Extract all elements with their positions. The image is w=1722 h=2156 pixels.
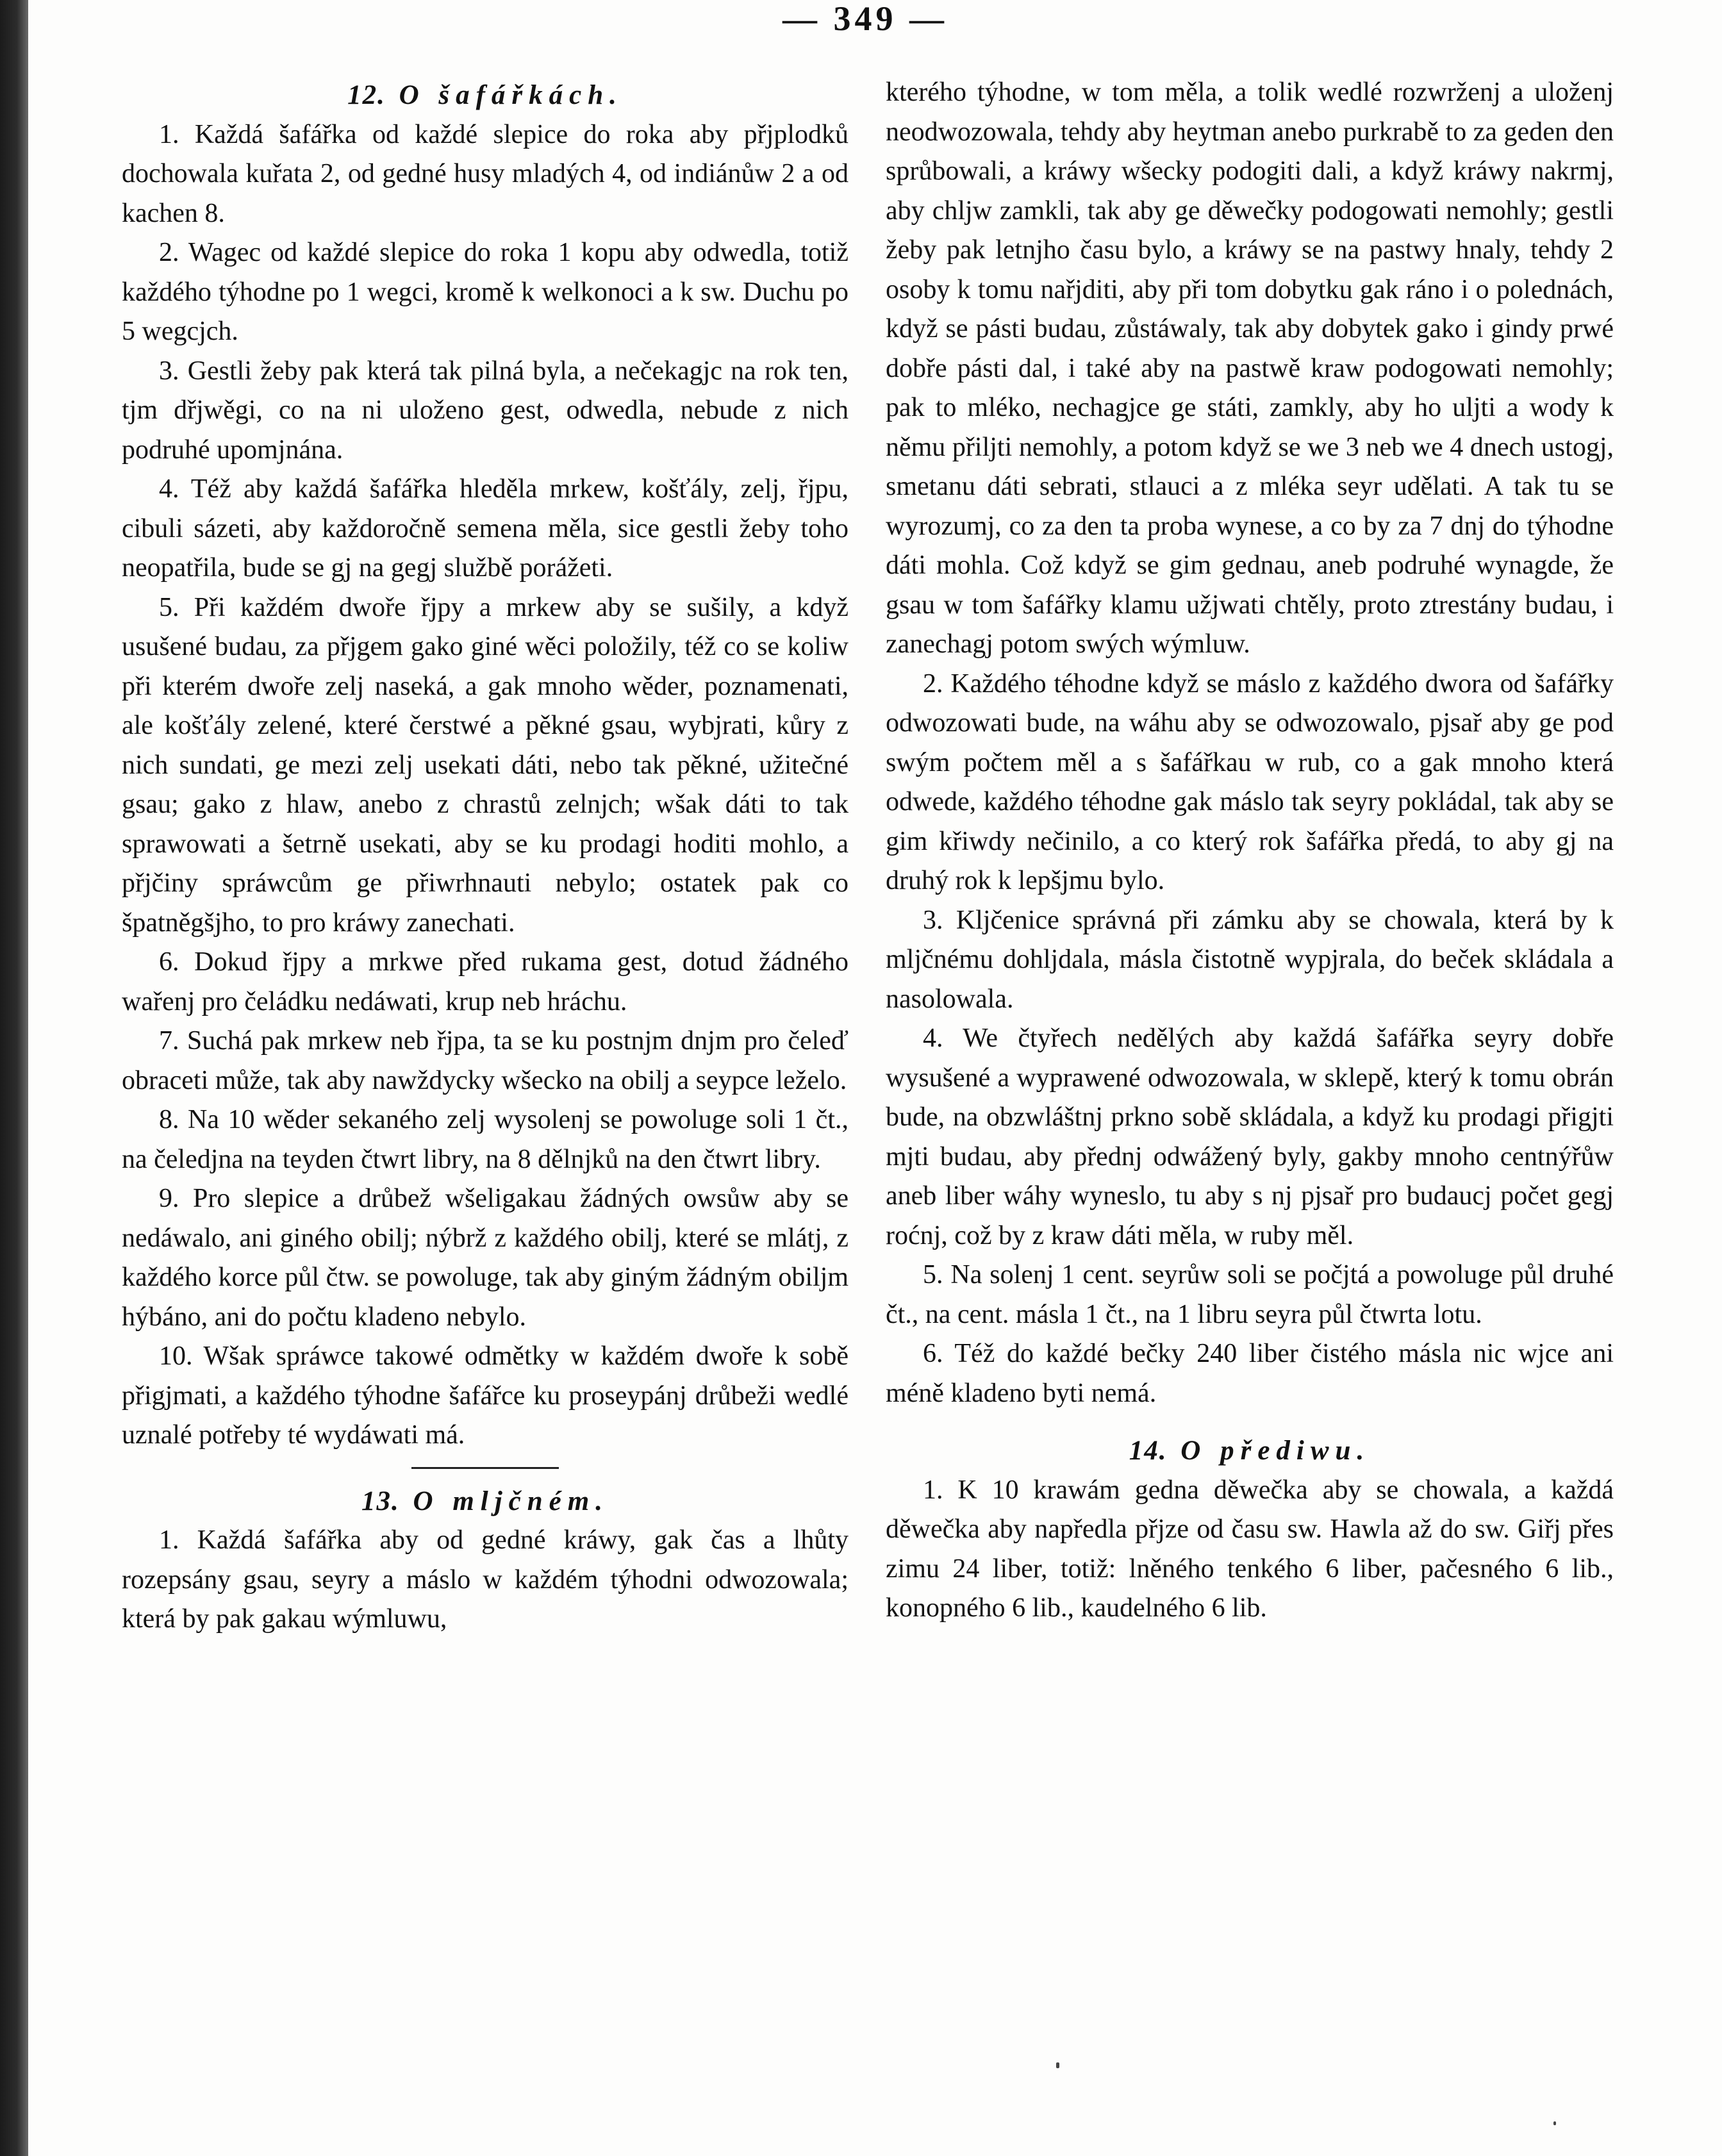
section-title: O přediwu. <box>1180 1436 1371 1466</box>
paper-speck <box>1056 2062 1059 2068</box>
section-number: 12. <box>347 80 386 110</box>
section-number: 13. <box>361 1486 400 1516</box>
section-heading-12 <box>122 76 849 115</box>
paragraph: 1. K 10 krawám gedna děwečka aby se chowala, a každá děwečka aby napředla přjze od času sw. Hawla až do sw. Giřj přes zimu 24 liber, totiž: lněného tenkého 6 liber, pačesného 6 lib., konopného 6 lib., kaudelného 6 lib. <box>886 1475 1614 1623</box>
section-heading-13 <box>122 1482 849 1522</box>
paragraph: 4. We čtyřech nedělých aby každá šafářka seyry dobře wysušené a wyprawené odwozowala, w sklepě, který k tomu obrán bude, na obzwláštnj prkno sobě skládala, a když ku prodagi přigjti mjti budau, aby přednj odwážený byly, gakby mnoho centnýřůw aneb liber wáhy wyneslo, tu aby s nj pjsař pro budaucj počet gegj roćnj, což by z kraw dáti měla, w ruby měl. <box>886 1024 1614 1250</box>
paragraph: 2. Wagec od každé slepice do roka 1 kopu aby odwedla, totiž každého týhodne po 1 wegci, kromě k welkonoci a k sw. Duchu po 5 wegcjch. <box>122 238 849 346</box>
section-divider <box>411 1467 559 1469</box>
paragraph: 5. Na solenj 1 cent. seyrůw soli se počjtá a powoluge půl druhé čt., na cent. másla 1 čt., na 1 libru seyra půl čtwrta lotu. <box>886 1260 1614 1329</box>
paragraph: 9. Pro slepice a drůbež wšeligakau žádných owsůw aby se nedáwalo, ani giného obilj; nýbrž z každého obilj, které se mlátj, z každého korce půl čtw. se powoluge, tak aby giným žádným obiljm hýbáno, ani do počtu kladeno nebylo. <box>122 1184 849 1332</box>
page-binding-edge <box>0 0 28 2156</box>
paragraph: 10. Wšak spráwce takowé odmětky w každém dwoře k sobě přigjmati, a každého týhodne šafářce ku proseypánj drůbeži wedlé uznalé potřeby té wydáwati má. <box>122 1341 849 1450</box>
paragraph: 3. Gestli žeby pak která tak pilná byla, a nečekagjc na rok ten, tjm dřjwěgi, co na ni uloženo gest, odwedla, nebude z nich podruhé upomjnána. <box>122 356 849 465</box>
paragraph: 1. Každá šafářka aby od gedné kráwy, gak čas a lhůty rozepsány gsau, seyry a máslo w každém týhodni odwozowala; která by pak gakau wýmluwu, <box>122 1525 849 1634</box>
page-number: — 349 — <box>782 3 948 38</box>
left-column <box>122 76 849 1639</box>
paper-speck <box>1553 2121 1556 2125</box>
paragraph: 3. Kljčenice správná při zámku aby se chowala, která by k mljčnému dohljdala, másla čistotně wypjrala, do beček skládala a nasolowala. <box>886 905 1614 1014</box>
section-number: 14. <box>1129 1436 1168 1466</box>
paragraph: 8. Na 10 wěder sekaného zelj wysolenj se powoluge soli 1 čt., na čeledjna na teyden čtwrt libry, na 8 dělnjků na den čtwrt libry. <box>122 1105 849 1174</box>
section-heading-14 <box>886 1431 1614 1471</box>
paragraph: 6. Též do každé bečky 240 liber čistého másla nic wjce ani méně kladeno byti nemá. <box>886 1339 1614 1408</box>
paragraph: 4. Též aby každá šafářka hleděla mrkew, košťály, zelj, řjpu, cibuli sázeti, aby každoročně semena měla, sice gestli žeby toho neopatřila, bude se gj na gegj službě porážeti. <box>122 474 849 583</box>
right-column <box>886 73 1614 1629</box>
section-title: O mljčném. <box>413 1486 609 1516</box>
section-gap <box>886 1413 1614 1431</box>
paragraph: 5. Při každém dwoře řjpy a mrkew aby se sušily, a když usušené budau, za přjgem gako giné wěci položily, též co se koliw při kterém dwoře zelj naseká, a gak mnoho wěder, poznamenati, ale košťály zelené, které čerstwé a pěkné gsau, wybjrati, kůry z nich sundati, ge mezi zelj usekati dáti, nebo tak pěkné, užitečné gsau; gako z hlaw, anebo z chrastů zelnjch; wšak dáti to tak sprawowati a šetrně usekati, aby se ku prodagi hoditi mohlo, a přjčiny spráwcům ge přiwrhnauti nebylo; ostatek pak co špatněgšjho, to pro kráwy zanechati. <box>122 592 849 938</box>
paragraph: 1. Každá šafářka od každé slepice do roka aby přjplodků dochowala kuřata 2, od gedné husy mladých 4, od indiánůw 2 a od kachen 8. <box>122 119 849 228</box>
paragraph: 6. Dokud řjpy a mrkwe před rukama gest, dotud žádného wařenj pro čeládku nedáwati, krup neb hráchu. <box>122 947 849 1016</box>
paragraph: 2. Každého téhodne když se máslo z každého dwora od šafářky odwozowati bude, na wáhu aby se odwozowalo, pjsař aby ge pod swým počtem měl a s šafářkau w rub, co a gak mnoho která odwede, každého téhodne gak máslo tak seyry pokládal, tak aby se gim křiwdy nečinilo, a co který rok šafářka předá, to aby gj na druhý rok k lepšjmu bylo. <box>886 668 1614 895</box>
paragraph: 7. Suchá pak mrkew neb řjpa, ta se ku postnjm dnjm pro čeleď obraceti může, tak aby nawždycky wšecko na obilj a seypce leželo. <box>122 1026 849 1095</box>
paragraph-continuation: kterého týhodne, w tom měla, a tolik wedlé rozwrženj a uloženj neodwozowala, tehdy aby heytman anebo purkrabě to za geden den sprůbowali, a kráwy wšecky podogiti dali, a když kráwy nakrmj, aby chljw zamkli, tak aby ge děwečky podogowati nemohly; gestli žeby pak letnjho času bylo, a kráwy se na pastwy hnaly, tehdy 2 osoby k tomu nařjditi, aby při tom dobytku gak ráno i o polednách, když se pásti budau, zůstáwaly, tak aby dobytek gako i gindy prwé dobře pásti dal, i také aby na pastwě kraw podogowati nemohly; pak to mléko, nechagjce ge státi, zamkly, aby ho uljti a wody k němu přiljti nemohly, a potom když se we 3 neb we 4 dnech ustogj, smetanu dáti sebrati, stlauci a z mléka seyr udělati. A tak tu se wyrozumj, co za den ta proba wynese, a co by za 7 dnj do týhodne dáti mohla. Což když se gim gednau, aneb podruhé wynagde, že gsau w tom šafářky klamu užjwati chtěly, proto ztrestány budau, i zanechagj potom swých wýmluw. <box>886 78 1614 659</box>
section-title: O šafářkách. <box>399 80 623 110</box>
